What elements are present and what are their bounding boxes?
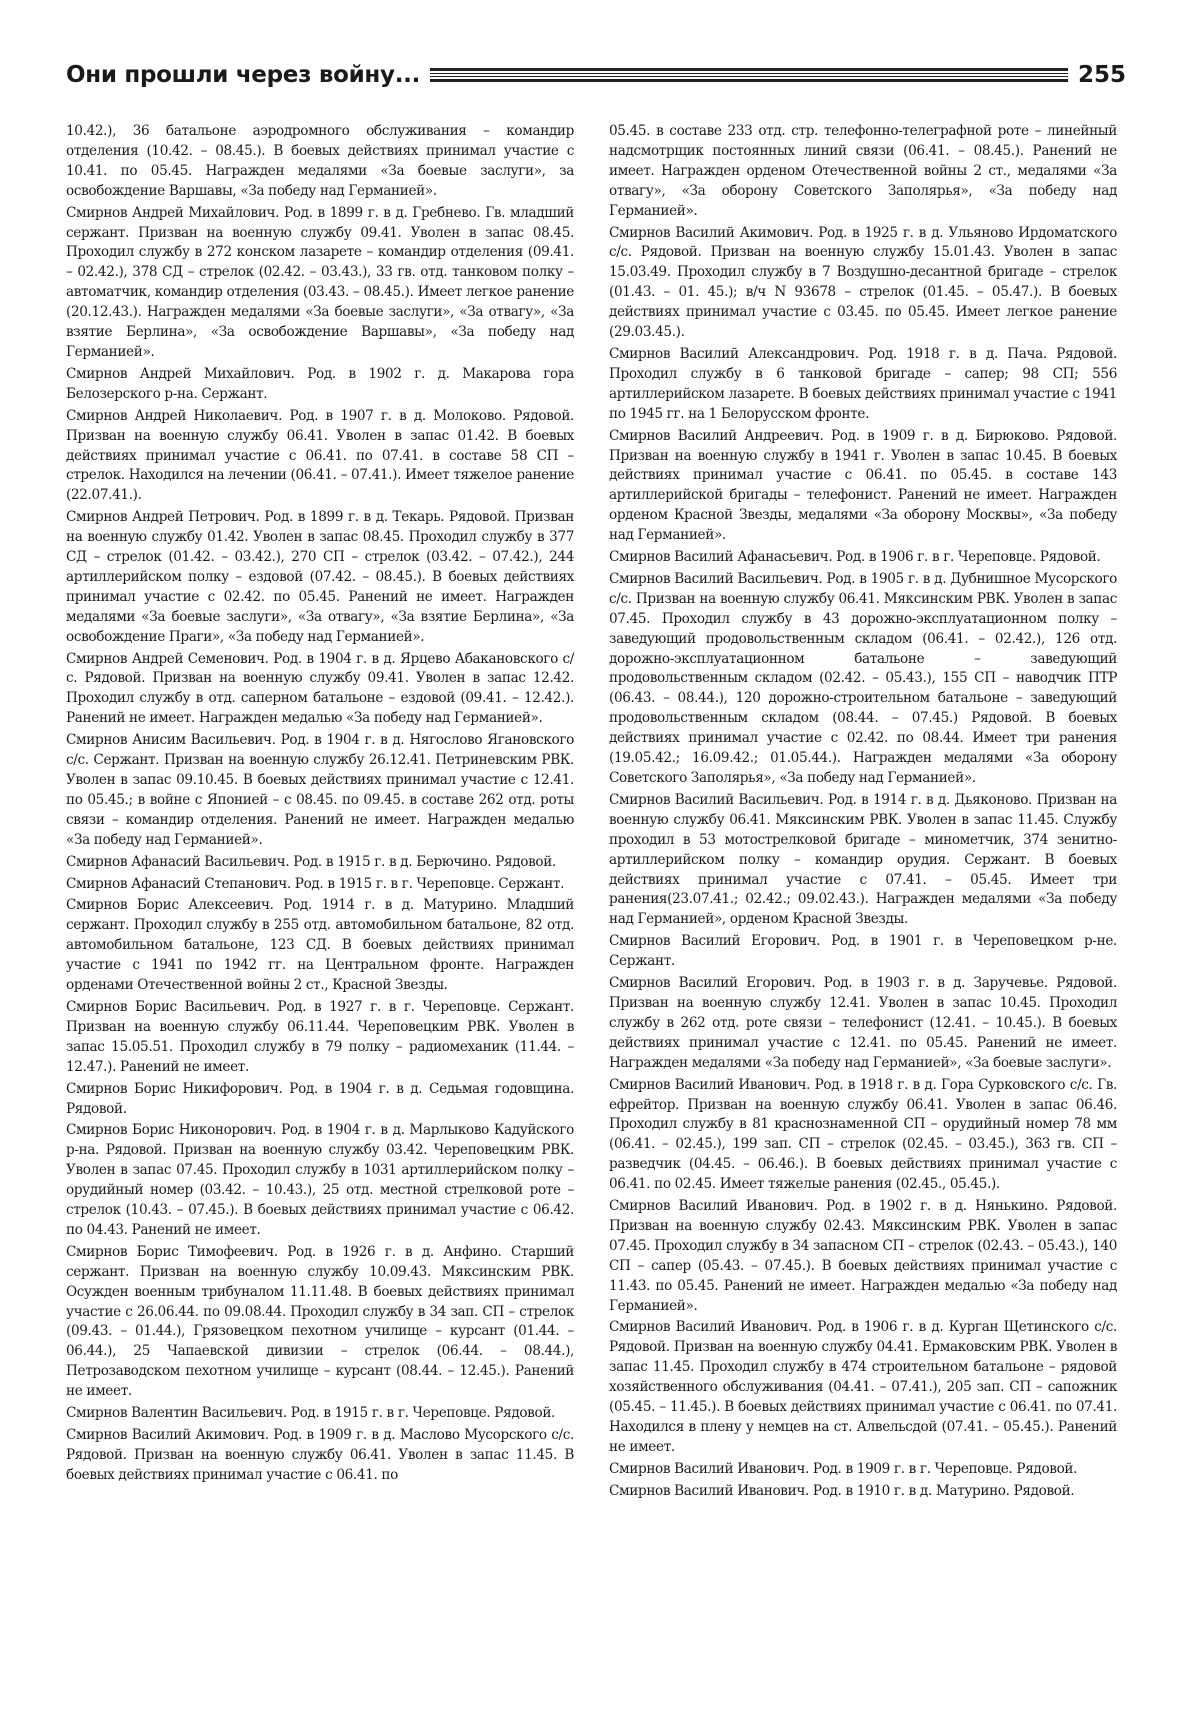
biography-entry: Смирнов Борис Тимофеевич. Род. в 1926 г. в д. Анфино. Старший сержант. Призван на военную службу 10.09.43. Мяксинским РВК. Осужден военным трибуналом 11.11.48. В боевых действиях принимал участие с 26.06.44. по 09.08.44. Проходил службу в 34 зап. СП – стрелок (09.43. – 01.44.), Грязовецком пехотном училище – курсант (01.44. – 06.44.), 25 Чапаевской дивизии – стрелок (06.44. – 08.44.), Петрозаводском пехотном училище – курсант (08.44. – 12.45.). Ранений не имеет. bbox=[66, 1243, 574, 1400]
biography-entry: Смирнов Василий Акимович. Род. в 1909 г. в д. Маслово Мусорского с/с. Рядовой. Призван на военную службу 06.41. Уволен в запас 11.45. В боевых действиях принимал участие с 06.41. по bbox=[66, 1427, 574, 1483]
biography-entry: Смирнов Василий Иванович. Род. в 1909 г. в г. Череповце. Рядовой. bbox=[609, 1460, 1078, 1477]
biography-entry: Смирнов Анисим Васильевич. Род. в 1904 г. в д. Нягослово Ягановского с/с. Сержант. Призван на военную службу 26.12.41. Петриневским РВК. Уволен в запас 09.10.45. В боевых действиях принимал участие с 12.41. по 05.45.; в войне с Японией – с 08.45. по 09.45. в составе 262 отд. роты связи – командир отделения. Ранений не имеет. Награжден медалью «За победу над Германией». bbox=[66, 732, 574, 848]
biography-entry: Смирнов Андрей Михайлович. Род. в 1899 г. в д. Гребнево. Гв. младший сержант. Призван на военную службу 09.41. Уволен в запас 08.45. Проходил службу в 272 конском лазарете – командир отделения (09.41. – 02.42.), 378 СД – стрелок (02.42. – 03.43.), 33 гв. отд. танковом полку – автоматчик, командир отделения (03.43. – 08.45.). Имеет легкое ранение (20.12.43.). Награжден медалями «За боевые заслуги», «За отвагу», «За взятие Берлина», «За освобождение Варшавы», «За победу над Германией». bbox=[66, 204, 574, 360]
page-number: 255 bbox=[1077, 62, 1126, 88]
biography-entry: Смирнов Василий Иванович. Род. в 1902 г. в д. Нянькино. Рядовой. Призван на военную службу 02.43. Мяксинским РВК. Уволен в запас 07.45. Проходил службу в 34 запасном СП – стрелок (02.43. – 05.43.), 140 СП – сапер (05.43. – 07.45.). В боевых действиях принимал участие с 11.43. по 05.45. Ранений не имеет. Награжден медалью «За победу над Германией». bbox=[609, 1198, 1117, 1314]
biography-entry: Смирнов Василий Васильевич. Род. в 1914 г. в д. Дьяконово. Призван на военную службу 06.41. Мяксинским РВК. Уволен в запас 11.45. Службу проходил в 53 мотострелковой бригаде – минометчик, 374 зенитно-артиллерийском полку – командир орудия. Сержант. В боевых действиях принимал участие с 07.41. – 05.45. Имеет три ранения(23.07.41.; 02.42.; 09.02.43.). Награжден медалями «За победу над Германией», орденом Красной Звезды. bbox=[609, 791, 1117, 928]
biography-entry: Смирнов Борис Васильевич. Род. в 1927 г. в г. Череповце. Сержант. Призван на военную службу 06.11.44. Череповецким РВК. Уволен в запас 15.05.51. Проходил службу в 79 полку – радиомеханик (11.44. – 12.47.). Ранений не имеет. bbox=[66, 998, 574, 1075]
biography-entry: Смирнов Василий Егорович. Род. в 1903 г. в д. Заручевье. Рядовой. Призван на военную службу 12.41. Уволен в запас 10.45. Проходил службу в 262 отд. роте связи – телефонист (12.41. – 10.45.). В боевых действиях принимал участие с 12.41. по 05.45. Ранений не имеет. Награжден медалями «За победу над Германией», «За боевые заслуги». bbox=[609, 975, 1117, 1071]
biography-entry: 05.45. в составе 233 отд. стр. телефонно-телеграфной роте – линейный надсмотрщик постоянных линий связи (06.41. – 08.45.). Ранений не имеет. Награжден орденом Отечественной войны 2 ст., медалями «За отвагу», «За оборону Советского Заполярья», «За победу над Германией». bbox=[609, 123, 1117, 219]
left-column bbox=[66, 122, 574, 1488]
biography-entry: Смирнов Валентин Васильевич. Род. в 1915 г. в г. Череповце. Рядовой. bbox=[66, 1405, 555, 1422]
biography-entry: Смирнов Василий Иванович. Род. в 1918 г. в д. Гора Сурковского с/с. Гв. ефрейтор. Призван на военную службу 06.41. Уволен в запас 06.46. Проходил службу в 81 краснознаменной СП – орудийный номер 78 мм (06.41. – 02.45.), 199 зап. СП – стрелок (02.45. – 03.45.), 363 гв. СП – разведчик (04.45. – 06.46.). В боевых действиях принимал участие с 06.41. по 02.45. Имеет тяжелые ранения (02.45., 05.45.). bbox=[609, 1076, 1117, 1193]
biography-entry: 10.42.), 36 батальоне аэродромного обслуживания – командир отделения (10.42. – 08.45.). В боевых действиях принимал участие с 10.41. по 05.45. Награжден медалями «За боевые заслуги», за освобождение Варшавы, «За победу над Германией». bbox=[66, 123, 574, 199]
biography-entry: Смирнов Василий Васильевич. Род. в 1905 г. в д. Дубнишное Мусорского с/с. Призван на военную службу 06.41. Мяксинским РВК. Уволен в запас 07.45. Проходил службу в 43 дорожно-эксплуатационном полку – заведующий продовольственным складом (06.41. – 02.42.), 126 отд. дорожно-эксплуатационном батальоне – заведующий продовольственным складом (02.42. – 05.43.), 155 СП – наводчик ПТР (06.43. – 08.44.), 120 дорожно-строительном батальоне – заведующий продовольственным складом (08.44. – 07.45.) Рядовой. В боевых действиях принимал участие с 02.42. по 08.44. Имеет три ранения (19.05.42.; 16.09.42.; 01.05.44.). Награжден медалями «За оборону Советского Заполярья», «За победу над Германией». bbox=[609, 570, 1117, 786]
biography-entry: Смирнов Василий Афанасьевич. Род. в 1906 г. в г. Череповце. Рядовой. bbox=[609, 549, 1101, 566]
biography-entry: Смирнов Афанасий Васильевич. Род. в 1915 г. в д. Берючино. Рядовой. bbox=[66, 853, 556, 870]
biography-entry: Смирнов Василий Андреевич. Род. в 1909 г. в д. Бирюково. Рядовой. Призван на военную службу в 1941 г. Уволен в запас 10.45. В боевых действиях принимал участие с 06.41. по 05.45. в составе 143 артиллерийской бригады – телефонист. Ранений не имеет. Награжден орденом Красной Звезды, медалями «За оборону Москвы», «За победу над Германией». bbox=[609, 427, 1117, 544]
biography-entry: Смирнов Борис Никонорович. Род. в 1904 г. в д. Марлыково Кадуйского р-на. Рядовой. Призван на военную службу 03.42. Череповецким РВК. Уволен в запас 07.45. Проходил службу в 1031 артиллерийском полку – орудийный номер (03.42. – 10.43.), 25 отд. местной стрелковой роте – стрелок (10.43. – 07.45.). В боевых действиях принимал участие с 06.42. по 04.43. Ранений не имеет. bbox=[66, 1122, 574, 1238]
header-rule bbox=[430, 68, 1068, 82]
biography-entry: Смирнов Василий Акимович. Род. в 1925 г. в д. Ульяново Ирдоматского с/с. Рядовой. Призван на военную службу 15.01.43. Уволен в запас 15.03.49. Проходил службу в 7 Воздушно-десантной бригаде – стрелок (01.43. – 01. 45.); в/ч N 93678 – стрелок (01.45. – 05.47.). В боевых действиях принимал участие с 03.45. по 05.45. Имеет легкое ранение (29.03.45.). bbox=[609, 224, 1117, 341]
running-title: Они прошли через войну... bbox=[66, 62, 421, 88]
biography-entry: Смирнов Василий Иванович. Род. в 1906 г. в д. Курган Щетинского с/с. Рядовой. Призван на военную службу 04.41. Ермаковским РВК. Уволен в запас 11.45. Проходил службу в 474 строительном батальоне – рядовой хозяйственного обслуживания (04.41. – 07.41.), 205 зап. СП – сапожник (05.45. – 11.45.). В боевых действиях принимал участие с 06.41. по 07.41. Находился в плену у немцев на ст. Алвельсдой (07.41. – 05.45.). Ранений не имеет. bbox=[609, 1319, 1117, 1455]
biography-entry: Смирнов Василий Иванович. Род. в 1910 г. в д. Матурино. Рядовой. bbox=[609, 1482, 1075, 1499]
biography-entry: Смирнов Афанасий Степанович. Род. в 1915 г. в г. Череповце. Сержант. bbox=[66, 875, 565, 892]
biography-entry: Смирнов Андрей Николаевич. Род. в 1907 г. в д. Молоково. Рядовой. Призван на военную службу 06.41. Уволен в запас 01.42. В боевых действиях принимал участие с 06.41. по 07.41. в составе 58 СП – стрелок. Находился на лечении (06.41. – 07.41.). Имеет тяжелое ранение (22.07.41.). bbox=[66, 407, 574, 504]
biography-entry: Смирнов Борис Алексеевич. Род. 1914 г. в д. Матурино. Младший сержант. Проходил службу в 255 отд. автомобильном батальоне, 82 отд. автомобильном батальоне, 123 СД. В боевых действиях принимал участие с 1941 по 1942 гг. на Центральном фронте. Награжден орденами Отечественной войны 2 ст., Красной Звезды. bbox=[66, 897, 574, 994]
biography-entry: Смирнов Андрей Семенович. Род. в 1904 г. в д. Ярцево Абакановского с/с. Рядовой. Призван на военную службу 09.41. Уволен в запас 12.42. Проходил службу в отд. саперном батальоне – ездовой (09.41. – 12.42.). Ранений не имеет. Награжден медалью «За победу над Германией». bbox=[66, 650, 574, 727]
right-column bbox=[609, 122, 1117, 1504]
biography-entry: Смирнов Василий Александрович. Род. 1918 г. в д. Пача. Рядовой. Проходил службу в 6 танковой бригаде – сапер; 98 СП; 556 артиллерийском лазарете. В боевых действиях принимал участие с 1941 по 1945 гг. на 1 Белорусском фронте. bbox=[609, 345, 1117, 422]
biography-entry: Смирнов Андрей Михайлович. Род. в 1902 г. д. Макарова гора Белозерского р-на. Сержант. bbox=[66, 365, 574, 402]
biography-entry: Смирнов Василий Егорович. Род. в 1901 г. в Череповецком р-не. Сержант. bbox=[609, 933, 1117, 970]
biography-entry: Смирнов Борис Никифорович. Род. в 1904 г. в д. Седьмая годовщина. Рядовой. bbox=[66, 1080, 574, 1117]
biography-entry: Смирнов Андрей Петрович. Род. в 1899 г. в д. Текарь. Рядовой. Призван на военную службу 01.42. Уволен в запас 08.45. Проходил службу в 377 СД – стрелок (01.42. – 03.42.), 270 СП – стрелок (03.42. – 07.42.), 244 артиллерийском полку – ездовой (07.42. – 08.45.). В боевых действиях принимал участие с 02.42. по 05.45. Ранений не имеет. Награжден медалями «За боевые заслуги», «За отвагу», «За взятие Берлина», «За освобождение Праги», «За победу над Германией». bbox=[66, 509, 574, 645]
page-header bbox=[66, 58, 1126, 92]
